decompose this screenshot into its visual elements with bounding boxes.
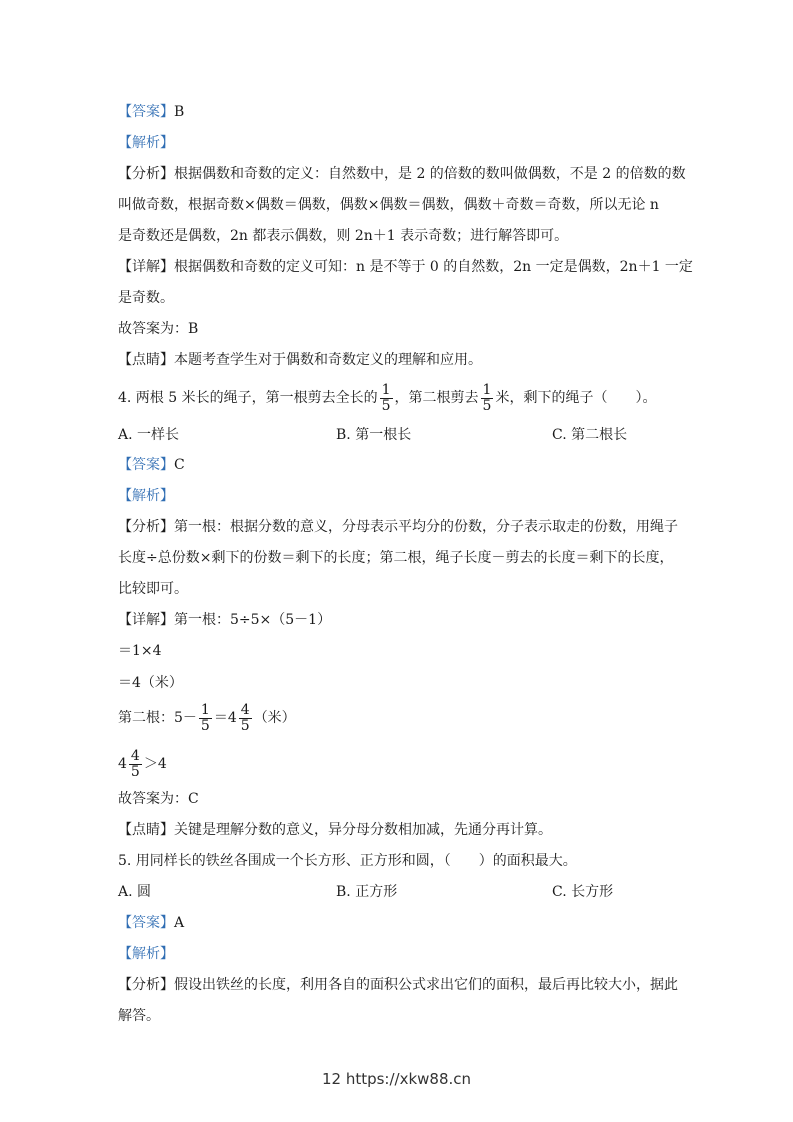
analysis-tag: 【解析】 <box>118 135 174 151</box>
q4-conclusion: 故答案为：C <box>118 791 199 807</box>
fenxi-text: 假设出铁丝的长度，利用各自的面积公式求出它们的面积，最后再比较大小，据此 <box>174 977 678 993</box>
xiangjie-text: 第一根：5÷5×（5－1） <box>174 612 332 628</box>
q3-conclusion: 故答案为：B <box>118 321 199 337</box>
q5-option-c: C. 长方形 <box>552 884 614 900</box>
dianjing-text: 关键是理解分数的意义，异分母分数相加减，先通分再计算。 <box>174 822 552 838</box>
q3-fenxi-line-3: 是奇数还是偶数，2n 都表示偶数，则 2n＋1 表示奇数；进行解答即可。 <box>118 228 569 244</box>
q4-step-3: ＝4（米） <box>118 675 183 691</box>
compare-rest: ＞4 <box>143 756 167 772</box>
fraction-numerator: 1 <box>482 381 492 398</box>
fenxi-tag: 【分析】 <box>118 166 174 182</box>
q4-answer-line <box>118 455 185 475</box>
dianjing-text: 本题考查学生对于偶数和奇数定义的理解和应用。 <box>174 352 482 368</box>
q3-fenxi-line-1 <box>118 164 686 184</box>
second-prefix: 第二根：5－ <box>118 710 197 726</box>
q4-compare-line <box>118 746 167 782</box>
q3-xiangjie-line-2: 是奇数。 <box>118 290 174 306</box>
q4-second-rope-line <box>118 700 296 736</box>
mixed-number-whole: ＝4 <box>213 710 237 726</box>
analysis-tag: 【解析】 <box>118 488 174 504</box>
fraction-four-fifths <box>129 749 142 780</box>
q4-fenxi-line-2: 长度÷总份数×剩下的份数＝剩下的长度；第二根，绳子长度－剪去的长度＝剩下的长度， <box>118 550 674 566</box>
q4-step-2: ＝1×4 <box>118 643 162 659</box>
q4-fenxi-line-3: 比较即可。 <box>118 581 188 597</box>
q3-dianjing-line <box>118 350 482 370</box>
xiangjie-tag: 【详解】 <box>118 259 174 275</box>
fenxi-tag: 【分析】 <box>118 519 174 535</box>
xiangjie-tag: 【详解】 <box>118 612 174 628</box>
q4-option-a: A. 一样长 <box>118 427 180 443</box>
fraction-numerator: 1 <box>381 381 391 398</box>
q4-fenxi-line-1 <box>118 517 678 537</box>
fraction-denominator: 5 <box>240 717 250 734</box>
q3-fenxi-line-2: 叫做奇数，根据奇数×偶数＝偶数，偶数×偶数＝偶数，偶数＋奇数＝奇数，所以无论 n <box>118 197 659 213</box>
q3-answer-line <box>118 102 184 122</box>
unit-label: （米） <box>253 710 296 726</box>
q5-fenxi-line-2: 解答。 <box>118 1008 160 1024</box>
fraction-numerator: 4 <box>130 747 140 764</box>
fenxi-tag: 【分析】 <box>118 977 174 993</box>
q4-option-b: B. 第一根长 <box>336 427 412 443</box>
fenxi-text: 第一根：根据分数的意义，分母表示平均分的份数，分子表示取走的份数，用绳子 <box>174 519 678 535</box>
fenxi-text: 根据偶数和奇数的定义：自然数中，是 2 的倍数的数叫做偶数，不是 2 的倍数的数 <box>174 166 686 182</box>
q4-stem-part-c: 米，剩下的绳子（ ）。 <box>495 390 657 406</box>
q5-option-b: B. 正方形 <box>336 884 398 900</box>
fraction-numerator: 4 <box>240 701 250 718</box>
q4-stem-part-b: ，第二根剪去 <box>394 390 479 406</box>
fraction-numerator: 1 <box>200 701 210 718</box>
answer-tag: 【答案】 <box>118 104 174 120</box>
page-number: 12 <box>321 1070 342 1088</box>
q4-xiangjie-line-1 <box>118 610 331 630</box>
dianjing-tag: 【点睛】 <box>118 822 174 838</box>
fraction-denominator: 5 <box>482 397 492 414</box>
q3-xiangjie-line-1 <box>118 257 693 277</box>
q4-stem <box>118 380 656 416</box>
q4-option-c: C. 第二根长 <box>552 427 628 443</box>
dianjing-tag: 【点睛】 <box>118 352 174 368</box>
page-footer <box>0 1070 793 1088</box>
analysis-tag: 【解析】 <box>118 946 174 962</box>
fraction-one-fifth <box>380 383 393 414</box>
q5-stem: 5. 用同样长的铁丝各围成一个长方形、正方形和圆，（ ）的面积最大。 <box>118 853 577 869</box>
answer-tag: 【答案】 <box>118 915 174 931</box>
footer-url[interactable]: https://xkw88.cn <box>345 1070 472 1088</box>
mixed-number-whole: 4 <box>118 756 127 772</box>
fraction-denominator: 5 <box>381 397 391 414</box>
answer-value: B <box>174 104 185 120</box>
xiangjie-text: 根据偶数和奇数的定义可知：n 是不等于 0 的自然数，2n 一定是偶数，2n＋1 一定 <box>174 259 693 275</box>
fraction-denominator: 5 <box>130 763 140 780</box>
answer-tag: 【答案】 <box>118 457 174 473</box>
q4-dianjing-line <box>118 820 552 840</box>
answer-value: C <box>174 457 185 473</box>
fraction-four-fifths <box>239 703 252 734</box>
q4-stem-part-a: 4. 两根 5 米长的绳子，第一根剪去全长的 <box>118 390 378 406</box>
q5-answer-line <box>118 913 184 933</box>
q5-option-a: A. 圆 <box>118 884 152 900</box>
fraction-one-fifth-meter <box>481 383 494 414</box>
q5-fenxi-line-1 <box>118 975 678 995</box>
answer-value: A <box>174 915 185 931</box>
fraction-denominator: 5 <box>200 717 210 734</box>
fraction-one-fifth <box>199 703 212 734</box>
